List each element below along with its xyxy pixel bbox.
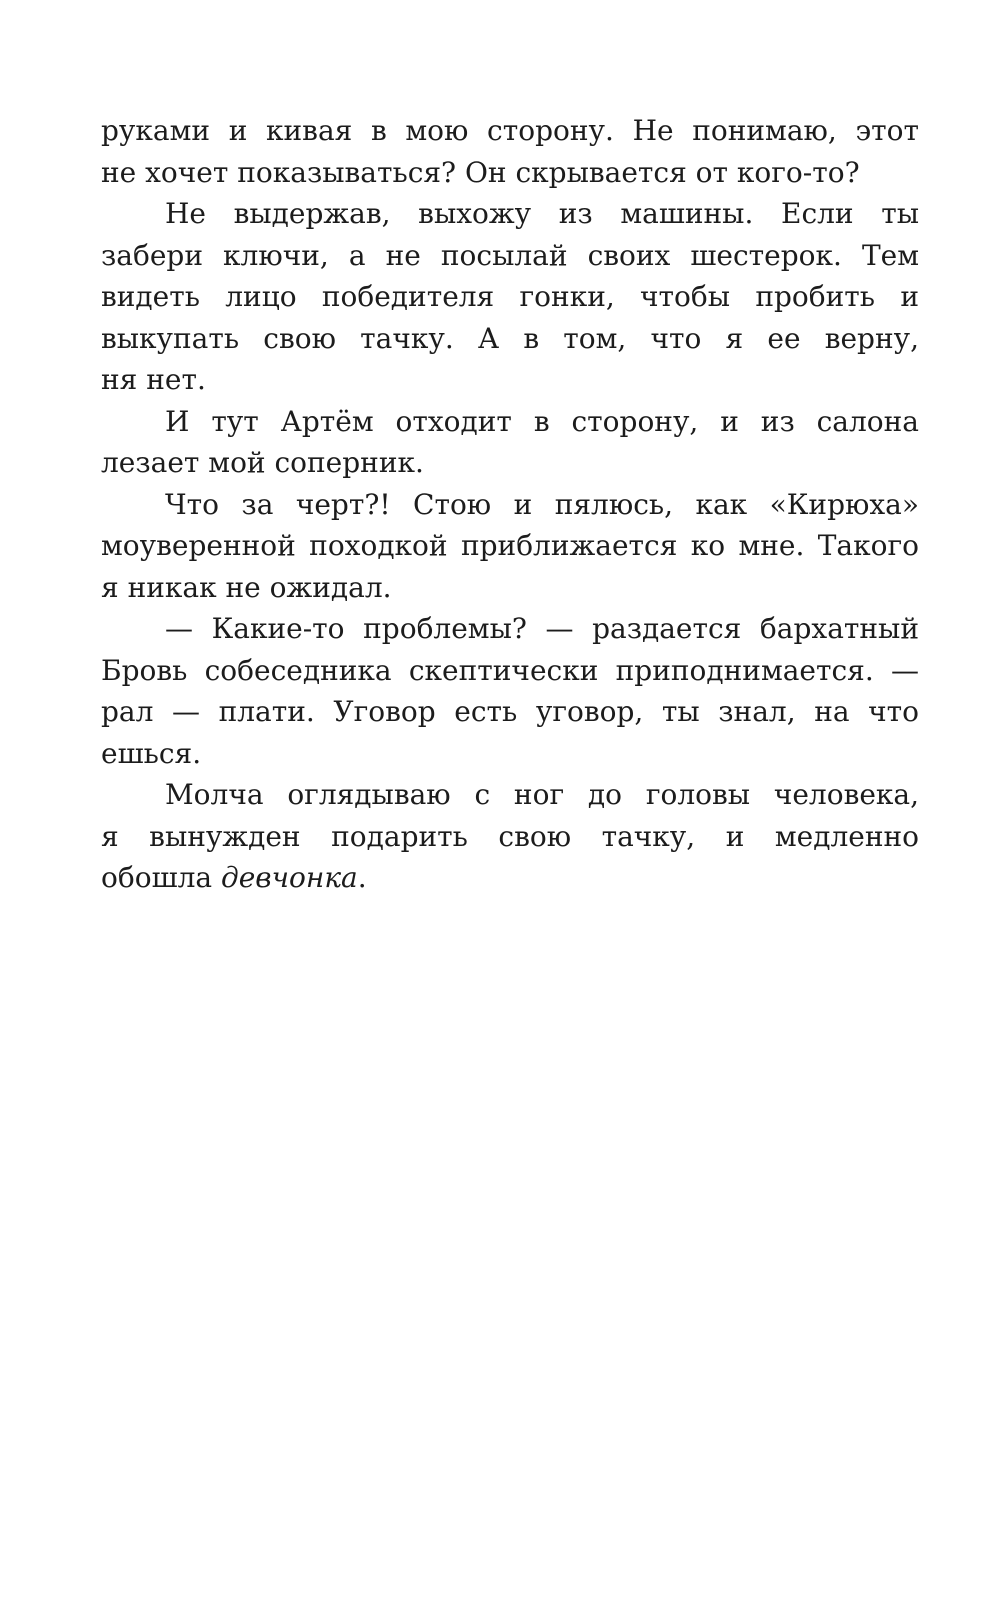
text-line: забери ключи, а не посылай своих шестерок. Тем <box>101 238 919 272</box>
text-fragment: . <box>357 861 367 894</box>
text-fragment: обошла <box>101 861 221 894</box>
paragraph-5 <box>101 608 919 774</box>
text-line: ешься. <box>101 736 202 770</box>
paragraph-1 <box>101 110 919 193</box>
paragraph-4 <box>101 484 919 609</box>
text-line: Что за черт?! Стою и пялюсь, как «Кирюха» <box>165 487 919 521</box>
text-line: — Какие-то проблемы? — раздается бархатный <box>165 612 919 645</box>
paragraph-3 <box>101 401 919 484</box>
text-line: рал — плати. Уговор есть уговор, ты знал, на что <box>101 695 919 728</box>
text-line: Бровь собеседника скептически приподнимается. — <box>101 653 919 687</box>
text-line: видеть лицо победителя гонки, чтобы пробить и <box>101 280 919 313</box>
paragraph-6 <box>101 774 919 899</box>
emphasized-word: девчонка <box>220 861 358 894</box>
text-line: руками и кивая в мою сторону. Не понимаю, этот <box>101 114 919 147</box>
text-line: ня нет. <box>101 363 206 396</box>
text-line: я никак не ожидал. <box>101 570 392 604</box>
text-line: Молча оглядываю с ног до головы человека, <box>165 778 919 811</box>
paragraph-2 <box>101 193 919 401</box>
text-line: Не выдержав, выхожу из машины. Если ты <box>165 197 919 230</box>
text-line: лезает мой соперник. <box>101 446 424 479</box>
text-line: И тут Артём отходит в сторону, и из салона <box>165 404 919 438</box>
text-line: не хочет показываться? Он скрывается от кого-то? <box>101 155 860 189</box>
page-text <box>101 110 919 899</box>
text-line: выкупать свою тачку. А в том, что я ее верну, <box>101 321 919 355</box>
text-line: моуверенной походкой приближается ко мне. Такого <box>101 529 919 562</box>
text-line: я вынужден подарить свою тачку, и медленно <box>101 819 919 853</box>
text-line-final <box>101 857 919 899</box>
